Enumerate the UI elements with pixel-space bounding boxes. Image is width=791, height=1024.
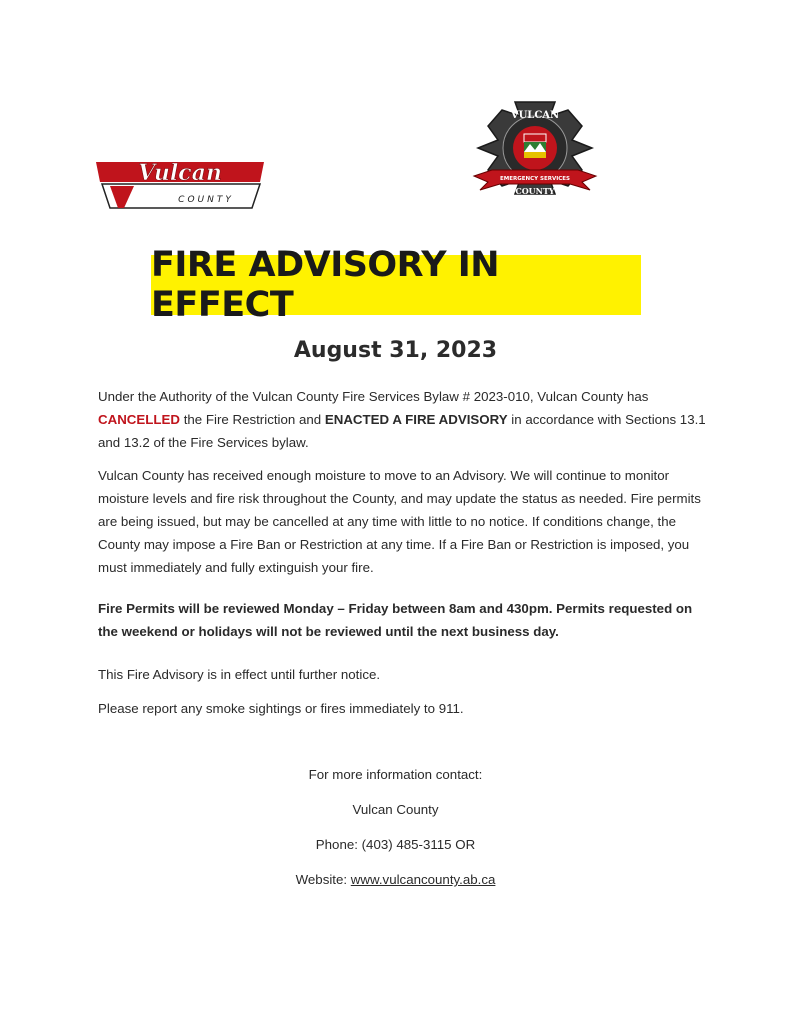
county-logo-text: COUNTY [178,195,234,205]
contact-website [0,872,791,887]
badge-bottom-text: COUNTY [515,186,555,196]
paragraph-permits: Fire Permits will be reviewed Monday – Friday between 8am and 430pm. Permits requested on the weekend or holidays will not be reviewed until the next business day. [98,601,693,639]
paragraph-authority [98,385,710,454]
headline-text: FIRE ADVISORY IN EFFECT [151,245,500,325]
badge-ribbon-text: EMERGENCY SERVICES [499,176,571,182]
p1-text-b: the Fire Restriction and [180,412,325,427]
cancelled-text: CANCELLED [98,412,180,427]
advisory-date: August 31, 2023 [293,338,498,363]
enacted-text: ENACTED A FIRE ADVISORY [324,412,508,427]
p1-text-c: in accordance with Sections 13.1 and 13.2 of the Fire Services bylaw. [98,412,706,450]
vulcan-logo-text: Vulcan [138,160,222,186]
vulcan-county-logo [94,158,266,212]
paragraph-in-effect: This Fire Advisory is in effect until further notice. [98,667,381,682]
paragraph-moisture: Vulcan County has received enough moisture to move to an Advisory. We will continue to monitor moisture levels and fire risk throughout the County, and may update the status as needed. Fire permits are being issued, but may be cancelled at any time with little to no notice. If conditions change, the County may impose a Fire Ban or Restriction at any time. If a Fire Ban or Restriction is imposed, you must immediately and fully extinguish your fire. [98,468,701,575]
badge-top-text: VULCAN [510,110,560,121]
p1-text-a: Under the Authority of the Vulcan County Fire Services Bylaw # 2023-010, Vulcan County has [98,389,649,404]
paragraph-report: Please report any smoke sightings or fires immediately to 911. [98,701,464,716]
website-label: Website: [295,872,351,887]
contact-org: Vulcan County [352,802,439,817]
emergency-services-badge [470,98,600,198]
headline-banner [151,245,641,325]
contact-phone: Phone: (403) 485-3115 OR [315,837,476,852]
website-link[interactable]: www.vulcancounty.ab.ca [350,872,496,887]
contact-heading: For more information contact: [308,767,483,782]
